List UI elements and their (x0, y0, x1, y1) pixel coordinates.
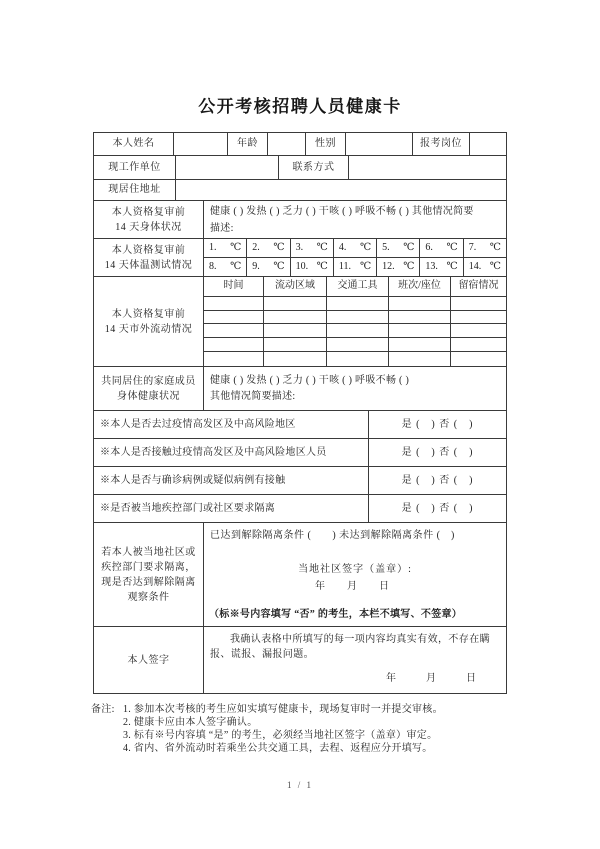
body-status-label: 本人资格复审前 14 天身体状况 (94, 201, 204, 238)
position-field (470, 133, 506, 155)
temp-cell: 13. ℃ (420, 258, 463, 276)
section-signature (94, 627, 506, 693)
family-label: 共同居住的家庭成员 身体健康状况 (94, 367, 204, 410)
community-sign-line: 当地社区签字（盖章）: (298, 564, 412, 575)
isolation-bold-note: （标※号内容填写 “否” 的考生，本栏不填写、不签章） (209, 609, 463, 620)
body-status-content (204, 201, 506, 238)
temp-cell: 7. ℃ (468, 242, 501, 253)
question-row-contact-area-person (94, 439, 506, 467)
travel-empty-row (204, 297, 506, 311)
signature-date: 年 月 日 (386, 673, 486, 684)
community-sign-date: 年 月 日 (315, 581, 395, 592)
footnote-item: 3. 标有※号内容填 “是” 的考生，必须经当地社区签字（盖章）审定。 (123, 730, 438, 741)
travel-col-seat: 班次/座位 (389, 277, 451, 296)
question-answer: 是 ( ) 否 ( ) (401, 474, 474, 486)
isolation-condition-line: 已达到解除隔离条件 ( ) 未达到解除隔离条件 ( ) (210, 530, 455, 541)
temperature-row-2 (204, 258, 506, 276)
question-text: ※是否被当地疾控部门或社区要求隔离 (94, 495, 369, 522)
body-status-options: 健康 ( ) 发热 ( ) 乏力 ( ) 干咳 ( ) 呼吸不畅 ( ) 其他情况简要 (210, 206, 474, 217)
work-unit-field (176, 156, 279, 179)
signature-content (204, 627, 506, 693)
temp-cell: 14. ℃ (468, 261, 501, 272)
name-field (174, 133, 228, 155)
travel-col-area: 流动区域 (264, 277, 327, 296)
gender-label: 性别 (306, 133, 346, 155)
contact-field (349, 156, 506, 179)
question-answer: 是 ( ) 否 ( ) (401, 446, 474, 458)
question-answer: 是 ( ) 否 ( ) (401, 502, 474, 514)
temp-cell: 10. ℃ (291, 258, 334, 276)
question-row-epidemic-area (94, 411, 506, 439)
page-number: 1 / 1 (286, 780, 313, 790)
address-field (176, 180, 506, 200)
travel-empty-row (204, 311, 506, 325)
family-options: 健康 ( ) 发热 ( ) 乏力 ( ) 干咳 ( ) 呼吸不畅 ( ) (210, 375, 410, 386)
temperature-row-1 (204, 239, 506, 258)
temp-cell: 6. ℃ (420, 239, 463, 257)
footnotes-items (123, 703, 509, 755)
isolation-content (204, 523, 506, 626)
travel-label: 本人资格复审前 14 天市外流动情况 (94, 277, 204, 366)
temp-cell: 3. ℃ (291, 239, 334, 257)
section-body-status (94, 201, 506, 239)
row-address (94, 180, 506, 201)
question-text: ※本人是否去过疫情高发区及中高风险地区 (94, 411, 369, 438)
row-personal-info (94, 133, 506, 156)
temperature-grid (204, 239, 506, 276)
name-label: 本人姓名 (94, 133, 174, 155)
age-label: 年龄 (228, 133, 268, 155)
family-content (204, 367, 506, 410)
section-family-status (94, 367, 506, 411)
footnotes (91, 703, 509, 755)
temp-cell: 11. ℃ (334, 258, 377, 276)
travel-empty-row (204, 352, 506, 366)
section-temperature (94, 239, 506, 277)
question-text: ※本人是否接触过疫情高发区及中高风险地区人员 (94, 439, 369, 466)
section-travel (94, 277, 506, 367)
age-field (268, 133, 306, 155)
question-row-quarantine-required (94, 495, 506, 523)
page-title: 公开考核招聘人员健康卡 (198, 97, 402, 116)
footnote-item: 2. 健康卡应由本人签字确认。 (123, 717, 258, 728)
temp-cell: 5. ℃ (377, 239, 420, 257)
footnote-item: 1. 参加本次考核的考生应如实填写健康卡，现场复审时一并提交审核。 (123, 704, 443, 715)
contact-label: 联系方式 (279, 156, 349, 179)
health-card-form (93, 132, 507, 694)
temp-cell: 2. ℃ (247, 239, 290, 257)
travel-empty-row (204, 338, 506, 352)
footnote-item: 4. 省内、省外流动时若乘坐公共交通工具，去程、返程应分开填写。 (123, 743, 433, 754)
position-label: 报考岗位 (413, 133, 470, 155)
travel-col-lodging: 留宿情况 (458, 280, 499, 292)
travel-col-time: 时间 (204, 277, 264, 296)
travel-empty-row (204, 324, 506, 338)
footnotes-label: 备注: (91, 704, 115, 715)
question-text: ※本人是否与确诊病例或疑似病例有接触 (94, 467, 369, 494)
travel-table (204, 277, 506, 366)
question-answer: 是 ( ) 否 ( ) (401, 418, 474, 430)
temp-cell: 9. ℃ (247, 258, 290, 276)
gender-field (346, 133, 413, 155)
temp-cell: 1. ℃ (204, 239, 247, 257)
isolation-label: 若本人被当地社区或 疾控部门要求隔离， 现是否达到解除隔离 观察条件 (94, 523, 204, 626)
temp-cell: 8. ℃ (204, 258, 247, 276)
section-isolation (94, 523, 506, 627)
question-row-case-contact (94, 467, 506, 495)
signature-label: 本人签字 (94, 627, 204, 693)
travel-col-transport: 交通工具 (327, 277, 389, 296)
temp-cell: 12. ℃ (377, 258, 420, 276)
temperature-label: 本人资格复审前 14 天体温测试情况 (94, 239, 204, 276)
work-unit-label: 现工作单位 (94, 156, 176, 179)
body-status-describe: 描述: (210, 223, 234, 234)
row-work-contact (94, 156, 506, 180)
family-describe: 其他情况简要描述: (210, 391, 296, 402)
address-label: 现居住地址 (94, 180, 176, 200)
temp-cell: 4. ℃ (334, 239, 377, 257)
travel-header-row (204, 277, 506, 297)
signature-statement: 我确认表格中所填写的每一项内容均真实有效，不存在瞒报、谎报、漏报问题。 (210, 634, 490, 660)
